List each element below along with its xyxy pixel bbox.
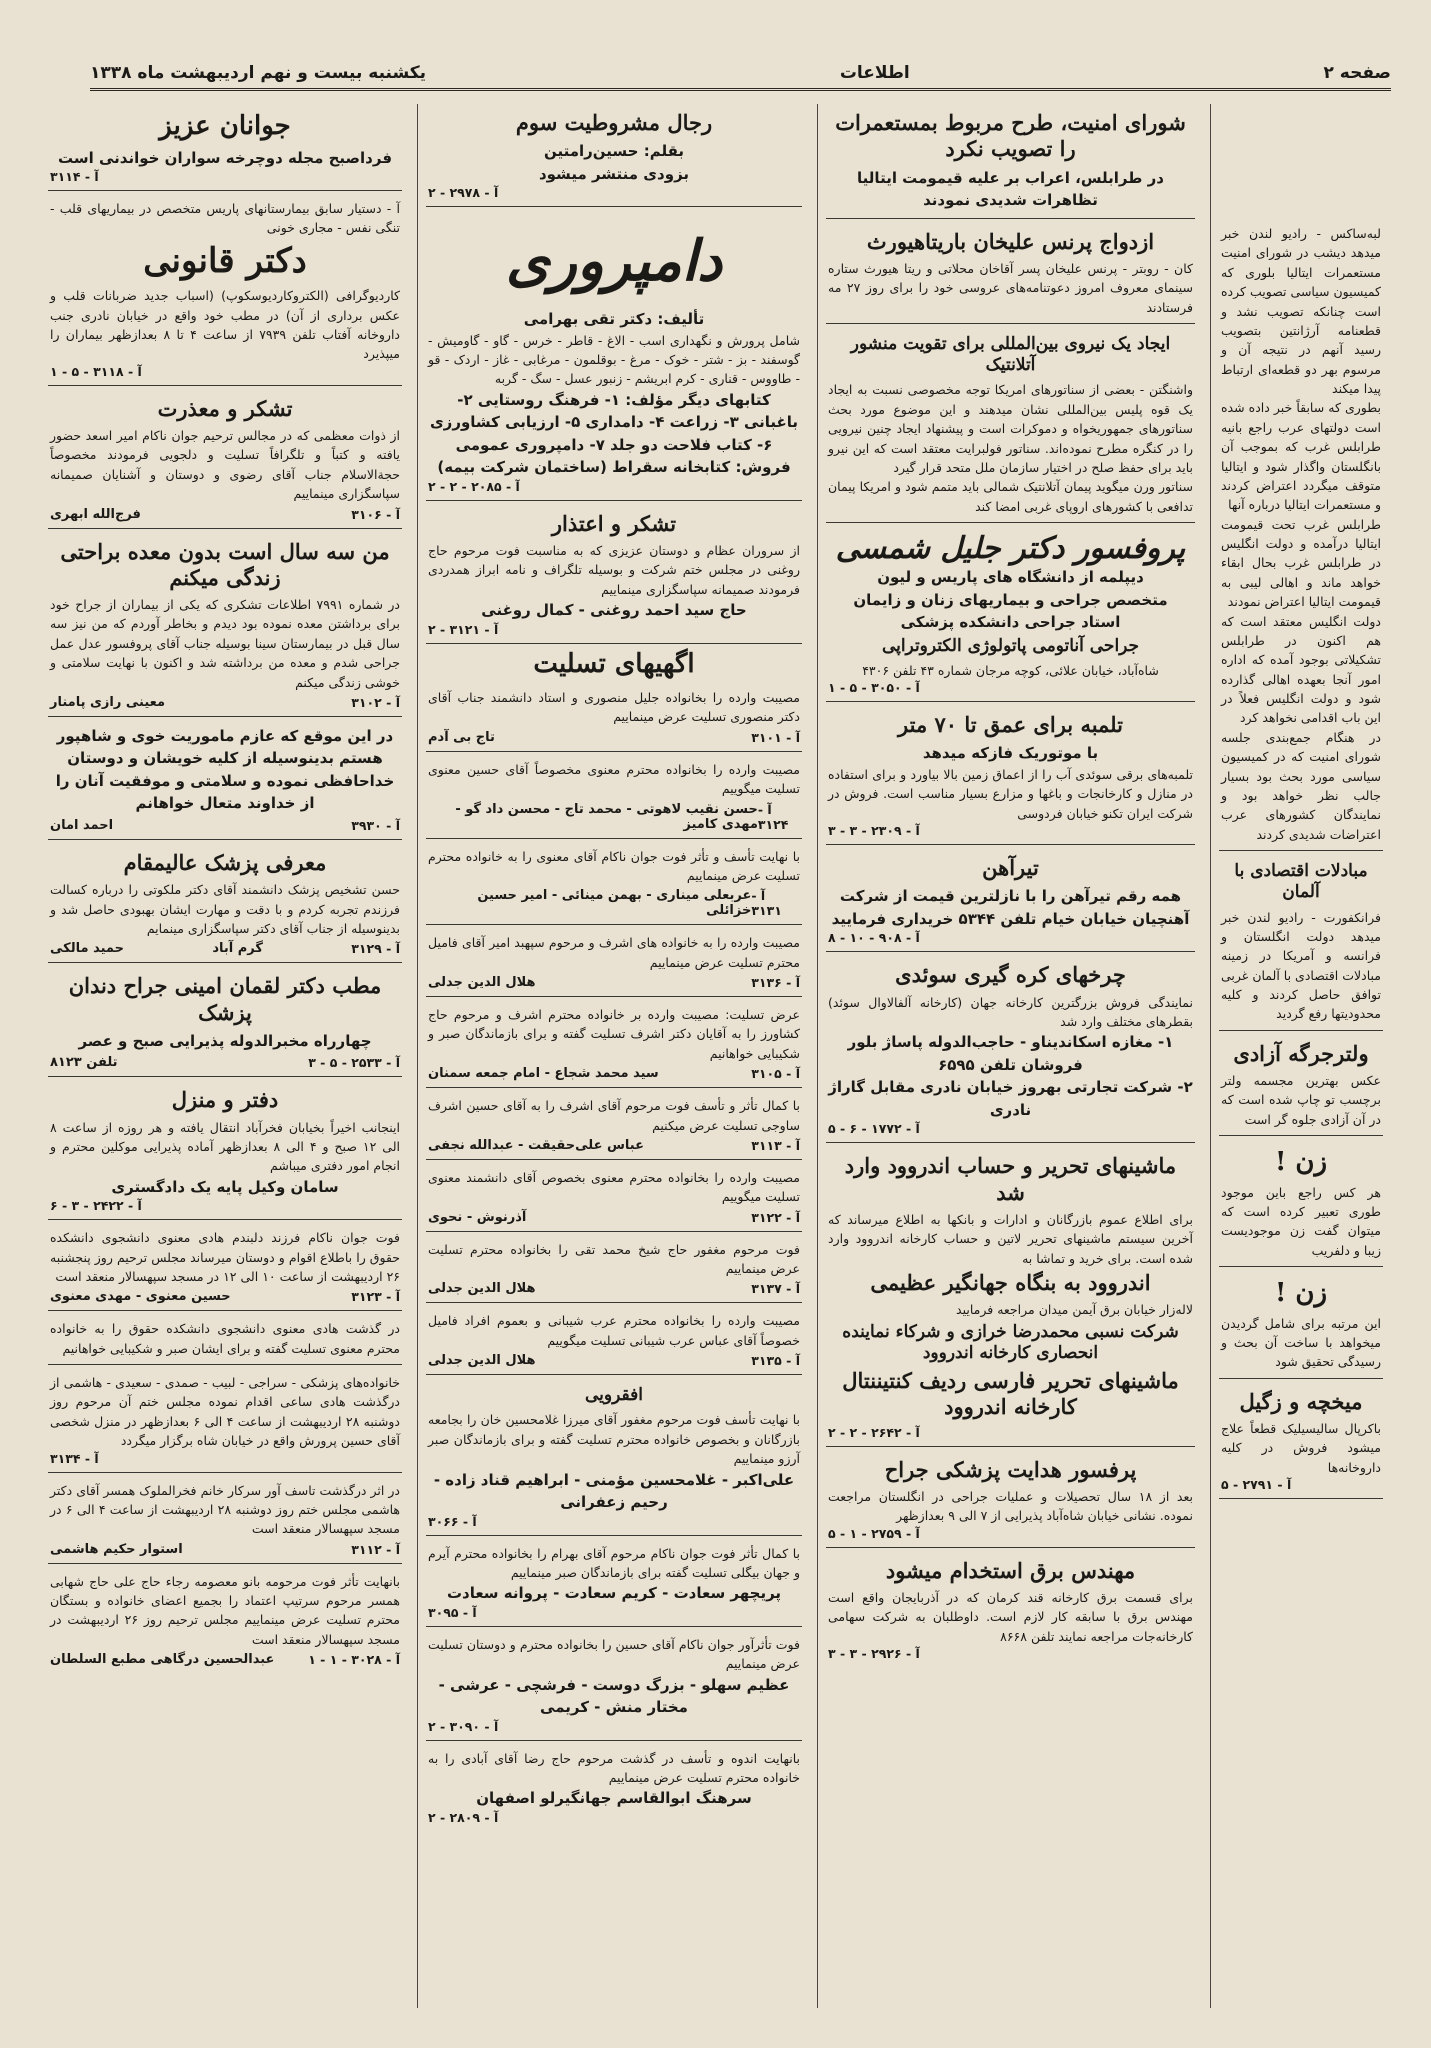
article-security-council: شورای امنیت، طرح مربوط بمستعمرات را تصویب نکرد در طرابلس، اعراب بر علیه قیمومت ایتالیا تظاهرات شدیدی نمودند [826,104,1195,219]
ad-animal-husbandry-book: دامپروری تألیف: دکتر تقی بهرامی شامل پرورش و نگهداری اسب - الاغ - قاطر - خرس - گاو - گاومیش - گوسفند - بز - شتر - خوک - مرغ - بوقلمون - مرغابی - غاز - اردک - قو - طاووس - قناری - کرم ابریشم - زنبور عسل - سگ - گربه کتابهای دیگر مؤلف: ۱- فرهنگ روستایی ۲- باغبانی ۳- زراعت ۴- دامداری ۵- ارزیابی کشاورزی ۶- کتاب فلاحت دو جلد ۷- دامپروری عمومی فروش: کتابخانه سقراط (ساختمان شرکت بیمه) آ - ۲۰۸۵ - ۲ - ۲ [426,211,802,500]
ad-voltaire: ولترجرگه آزادی عکس بهترین مجسمه ولتر برچسب تو چاپ شده است که در آن آزادی جلوه گر است [1219,1035,1383,1136]
ad-cycling-magazine: جوانان عزیز فرداصبح مجله دوچرخه سواران خواندنی است آ - ۳۱۱۴ [48,104,402,191]
article-economic-exchange: مبادلات اقتصادی با آلمان فرانکفورت - رادیو لندن خبر میدهد دولت انگلستان و فرانسه و آمریکا در زمینه مبادلات اقتصادی با آلمان غربی توافق حاصل کردند و کلیه محدودیتها رفع گردید [1219,855,1383,1031]
ad-office-home: دفتر و منزل اینجانب اخیراً بخیابان فخرآباد انتقال یافته و هر روزه از ساعت ۸ الی ۱۲ صبح و ۴ الی ۸ بعدازظهر آماده پذیرایی موکلین محترم و انجام امور دفتری میباشم سامان وکیل پایه یک دادگستری آ - ۲۴۲۲ - ۳ - ۶ [48,1081,402,1220]
condolence-notice: مصیبت وارده را به خانواده های اشرف و مرحوم سپهبد امیر آقای فامیل محترم تسلیت عرض مینماییم آ - ۳۱۳۶ هلال الدین جدلی [426,929,802,997]
notice-memorial: بانهایت تأثر فوت مرحومه بانو معصومه رجاء حاج علی حاج شهابی همسر مرحوم سرتیپ اعتماد را بجمیع اعضای خانواده و بستگان محترم تسلیت عرض مینماییم مجلس ترحیم روز ۲۶ اردیبهشت در مسجد سپهسالار منعقد است آ - ۳۰۲۸ - ۱ - ۱ عبدالحسین درگاهی مطبع السلطان [50,1573,400,1668]
ad-cream-separator: چرخهای کره گیری سوئدی نمایندگی فروش بزرگترین کارخانه جهان (کارخانه آلفالاوال سوئد) بقطرهای مختلف وارد شد ۱- مغازه اسکاندیناو - حاجب‌الدوله پاساژ بلور فروشان تلفن ۶۵۹۵ ۲- شرکت تجارتی بهروز خیابان نادری مقابل گاراژ نادری آ - ۱۷۷۲ - ۶ - ۵ [826,956,1195,1143]
issue-date: یکشنبه بیست و نهم اردیبهشت ماه ۱۳۳۸ [90,63,427,83]
column-2 [818,104,1203,2008]
column-3 [418,104,810,2008]
notice-memorial: در اثر درگذشت تاسف آور سرکار خانم فخرالملوک همسر آقای دکتر هاشمی مجلس ختم روز دوشنبه ۲۸ اردیبهشت از ساعت ۴ الی ۶ در مسجد سپهسالار منعقد است آ - ۳۱۱۲ استوار حکیم هاشمی [48,1477,402,1564]
notice-death: در گذشت هادی معنوی دانشجوی دانشکده حقوق را به خانواده محترم معنوی تسلیت گفته و برای ایشان صبر و شکیبایی خواهانیم [48,1315,402,1365]
ad-electrical-engineer: مهندس برق استخدام میشود برای قسمت برق کارخانه قند کرمان که در آذربایجان واقع است مهندس برق با سابقه کار لازم است. داوطلبان به شرکت سهامی کارخانه‌جات مراجعه نمایند تلفن ۸۶۶۸ آ - ۲۹۲۶ - ۳ - ۳ [828,1557,1193,1661]
ad-water-pump: تلمبه برای عمق تا ۷۰ متر با موتوریک فازکه میدهد تلمبه‌های برقی سوئدی آب را از اعماق زمین بالا بیاورد و برای استفاده در منازل و کارخانجات و باغها و مزارع بسیار مناسب است. فروش در شرکت ایران تکنو خیابان فردوسی آ - ۲۳۰۹ - ۳ - ۳ [826,706,1195,845]
ad-underwood-typewriters: ماشینهای تحریر و حساب اندروود وارد شد برای اطلاع عموم بازرگانان و ادارات و بانکها به اطلاع میرساند که آخرین سیستم ماشینهای تحریر لاتین و حساب کارخانه اندروود وارد شده است. برای خرید و تماشا به اندروود به بنگاه جهانگیر عظیمی لاله‌زار خیابان برق آیمن میدان مراجعه فرمایید شرکت نسبی محمدرضا خرازی و شرکاء نماینده انحصاری کارخانه اندروود ماشینهای تحریر فارسی ردیف کنتیننتال کارخانه اندروود آ - ۲۶۴۲ - ۲ - ۲ [826,1147,1195,1446]
ad-dentist-amini: مطب دکتر لقمان امینی جراح دندان پزشک چهارراه مخبرالدوله پذیرایی صبح و عصر آ - ۲۵۳۳ - ۵ - ۳ تلفن ۸۱۲۳ [48,967,402,1077]
condolence-section-title: اگهیهای تسلیت [533,648,695,679]
condolence-notice: با کمال تأثر فوت جوان ناکام مرحوم آقای بهرام را بخانواده محترم آیرم و جهان بیگلی تسلیت گفته برای بازماندگان صبر مینماییم پریچهر سعادت - کریم سعادت - پروانه سعادت آ - ۳۰۹۵ [426,1540,802,1627]
column-1 [1211,104,1391,2008]
column-4 [40,104,410,2008]
article-atlantic-force: ایجاد یک نیروی بین‌المللی برای تقویت منشور آتلانتیک واشنگتن - بعضی از سناتورهای امریکا توجه مخصوصی نسبت به ایجاد یک قوه پلیس بین‌المللی نشان میدهند و این موضوع مورد بحث سناتورهای جمهوریخواه و دموکرات است و پیشنهاد ایجاد چنین نیرویی را در کنگره مطرح نموده‌اند. سناتور فولبرایت معتقد است که این نیرو باید برای حفظ صلح در اختیار سازمان ملل متحد قرار گیرد سناتور ورن میگوید پیمان آتلانتیک شمالی باید متمم شود و امریکا پیمان تدافعی با کشورهای اروپای غربی امضا کند [826,328,1195,523]
condolence-notice: مصیبت وارده را بخانواده جلیل منصوری و استاد دانشمند جناب آقای دکتر منصوری تسلیت عرض مینماییم آ - ۳۱۰۱ تاج بی آدم [426,684,802,752]
page-number: صفحه ۲ [1323,63,1391,83]
condolence-notice: افقرویی با نهایت تأسف فوت مرحوم مغفور آقای میرزا غلامحسین خان را بجامعه بازرگانان و بخصوص خانواده محترم تسلیت گفته و برای بازماندگان صبر آرزو مینماییم علی‌اکبر - غلامحسین مؤمنی - ابراهیم قناد زاده - رحیم زعفرانی آ - ۳۰۶۶ [426,1379,802,1535]
article-woman-2: زن ! این مرتبه برای شامل گردیدن میخواهد با ساخت آن بحث و رسیدگی تحقیق شود [1219,1271,1383,1379]
ad-steel-beams: تیرآهن همه رقم تیرآهن را با نازلترین قیمت از شرکت آهنچیان خیابان خیام تلفن ۵۳۴۴ خریداری فرمایید آ - ۹۰۸ - ۱۰ - ۸ [826,849,1195,952]
notice-departure: در این موقع که عازم ماموریت خوی و شاهپور هستم بدینوسیله از کلیه خویشان و دوستان خداحافظی نموده و سلامتی و موفقیت آنان را از خداوند متعال خواهانم آ - ۳۹۳۰ احمد امان [48,721,402,840]
article-woman-1: زن ! هر کس راجع باین موجود طوری تعبیر کرده است که میتوان گفت زن موجودیست زیبا و دلفریب [1219,1140,1383,1267]
condolence-notice: مصیبت وارده را بخانواده محترم معنوی بخصوص آقای دانشمند معنوی تسلیت میگوییم آ - ۳۱۲۲ آذرنوش - نحوی [426,1164,802,1232]
article-without-stomach: من سه سال است بدون معده براحتی زندگی میکنم در شماره ۷۹۹۱ اطلاعات تشکری که یکی از بیماران از جراح خود برای برداشتن معده نموده بود دیدم و بخاطر آوردم که من نیز سه سال قبل در بیمارستان سینا بوسیله جناب آقای پروفسور عدل عمل جراحی شدم و معده من برداشته شد و اکنون با نهایت سلامتی و خوشی زندگی میکنم آ - ۳۱۰۲ معینی رازی پامنار [48,533,402,717]
ad-doctor-shamsi: پروفسور دکتر جلیل شمسی دیپلمه از دانشگاه های پاریس و لیون متخصص جراحی و بیماریهای زنان و زایمان استاد جراحی دانشکده پزشکی جراحی آناتومی پاتولوژی الکتروتراپی شاه‌آباد، خیابان علائی، کوچه مرجان شماره ۴۳ تلفن ۴۳۰۶ آ - ۳۰۵۰ - ۵ - ۱ [826,527,1195,702]
notice-thanks-apology: تشکر و معذرت از ذوات معظمی که در مجالس ترحیم جوان ناکام امیر اسعد حضور یافته و کتباً و تلگرافاً تسلیت و دلجویی فرمودند مخصوصاً حجةالاسلام جناب آقای رضوی و دوستان و آشنایان صمیمانه سپاسگزاری مینماییم آ - ۳۱۰۶ فرج‌الله ابهری [48,390,402,529]
article-security-council-continued: لبه‌ساکس - رادیو لندن خبر میدهد دیشب در شورای امنیت مستعمرات ایتالیا بلوری که کمیسیون سیاسی تصویب کرده است چنانکه تصویب نشد و قطعنامه آرژانتین بتصویب رسید آنهم در نتیجه آن و مرسوم بهر دو قطعه‌ای ارتباط پیدا میکند بطوری که سابقاً خبر داده شده است دولتهای عرب راجع بانیه طرابلس غرب که بموجب آن بانگلستان واگذار شود و ایتالیا متوقف میگردد اعتراض کردند و مستعمرات ایتالیا درباره آنها طرابلس غرب تحت قیمومت ایتالیا درآمده و دولت انگلیس در طرابلس غرب بحال ابقاء خواهد ماند و اهالی لیبی به قیمومت ایتالیا اعتراض نمودند دولت انگلیس معتقد است که هم اکنون در طرابلس تشکیلاتی بوجود آمده که اداره امور آنجا بعهده اهالی گذارده شود و دولت انگلیس فعلاً در این باب اقدامی نخواهد کرد در هنگام جمع‌بندی جلسه شورای امنیت که در کمیسیون سیاسی مورد بحث بود بسیار جالب نظر خواهد بود و نمایندگان کشورهای عرب اعتراضات شدیدی کردند [1219,104,1383,851]
article-prince-aly-khan: ازدواج پرنس علیخان باریتاهیورث کان - روبتر - پرنس علیخان پسر آقاخان محلاتی و ریتا هیورث ستاره سینمای معروف امروز دعوتنامه‌های عروسی خود را برای روز ۲۷ مه فرستادند [826,223,1195,324]
condolence-notice: با نهایت تأسف و تأثر فوت جوان ناکام آقای معنوی را به خانواده محترم تسلیت عرض مینماییم آ - ۳۱۳۱ عربعلی میناری - بهمن مینائی - امیر حسین خزائلی [426,843,802,926]
newspaper-name: اطلاعات [839,63,910,83]
condolence-notice: مصیبت وارده را بخانواده محترم معنوی مخصوصاً آقای حسین معنوی تسلیت میگوییم آ - ۳۱۲۴ حسن نقیب لاهوتی - محمد تاج - محسن داد گو - مهدی کامیز [426,756,802,839]
ad-professor-hedayat: پرفسور هدایت پزشکی جراح بعد از ۱۸ سال تحصیلات و عملیات جراحی در انگلستان مراجعت نموده. نشانی خیابان شاه‌آباد پذیرایی از ۷ الی ۹ بعدازظهر آ - ۲۷۵۹ - ۱ - ۵ [826,1451,1195,1548]
notice-family: خانواده‌های پزشکی - سراجی - لبیب - صمدی - سعیدی - هاشمی از درگذشت هادی ساعی اقدام نموده مجلس ختم آن مرحوم روز دوشنبه ۲۸ اردیبهشت از ساعت ۴ الی ۶ بعدازظهر در منزل شخصی آقای حسین پرورش واقع در خیابان شاه برگزار میگردد آ - ۳۱۳۴ [48,1369,402,1473]
condolence-notice: بانهایت اندوه و تأسف در گذشت مرحوم حاج رضا آقای آبادی را به خانواده محترم تسلیت عرض مینماییم سرهنگ ابوالقاسم جهانگیرلو اصفهان آ - ۲۸۰۹ - ۲ [428,1750,800,1825]
condolence-notice: فوت مرحوم مغفور حاج شیخ محمد تقی را بخانواده محترم تسلیت عرض مینماییم آ - ۳۱۳۷ هلال الدین جدلی [426,1236,802,1304]
masthead [90,58,1391,91]
condolence-notice: با کمال تأثر و تأسف فوت مرحوم آقای اشرف را به آقای حسین اشرف ساوجی تسلیت عرض میکنیم آ - ۳۱۱۳ عباس علی‌حقیقت - عبدالله نجفی [426,1092,802,1160]
condolence-notice: مصیبت وارده را بخانواده محترم عرب شیبانی و بعموم افراد فامیل خصوصاً آقای عباس عرب شیبانی تسلیت میگوییم آ - ۳۱۳۵ هلال الدین جدلی [426,1307,802,1375]
notice-death: فوت جوان ناکام فرزند دلبندم هادی معنوی دانشجوی دانشکده حقوق را باطلاع اقوام و دوستان میرساند مجلس ترحیم روز پنجشنبه ۲۶ اردیبهشت از ساعت ۱۰ الی ۱۲ در مسجد سپهسالار منعقد است آ - ۳۱۲۳ حسین معنوی - مهدی معنوی [48,1224,402,1311]
headline: شورای امنیت، طرح مربوط بمستعمرات را تصویب نکرد [835,110,1186,162]
condolence-notice: عرض تسلیت: مصیبت وارده بر خانواده محترم اشرف و مرحوم حاج کشاورز را به آقایان دکتر اشرف تسلیت گفته و برای بازماندگان صبر و شکیبایی خواهانیم آ - ۳۱۰۵ سید محمد شجاع - امام جمعه سمنان [426,1001,802,1088]
ad-doctor-ghanouni: آ - دستیار سابق بیمارستانهای پاریس متخصص در بیماریهای قلب - تنگی نفس - مجاری خونی دکتر قانونی کاردیوگرافی (الکتروکاردیوسکوپ) (اسباب جدید ضربانات قلب و عکس برداری از آن) در مطب خود واقع در خیابان نادری جنب داروخانه آفتاب تلفن ۷۹۳۹ از ساعت ۴ تا ۸ بعدازظهر بیماران را میپذیرد آ - ۳۱۱۸ - ۵ - ۱ [48,195,402,386]
condolence-notice: فوت تأثرآور جوان ناکام آقای حسین را بخانواده محترم و دوستان تسلیت عرض مینماییم عظیم سهلو - بزرگ دوست - فرشچی - عرشی - مختار منش - کریمی آ - ۳۰۹۰ - ۲ [426,1631,802,1741]
ad-wart-remedy: میخچه و زگیل باکرپال سالیسیلیک قطعاً علاج میشود فروش در کلیه داروخانه‌ها آ - ۲۷۹۱ - ۵ [1219,1383,1383,1499]
notice-physician-intro: معرفی پزشک عالیمقام حسن تشخیص پزشک دانشمند آقای دکتر ملکوتی را درباره کسالت فرزندم تجربه کردم و با دقت و مهارت ایشان بهبودی حاصل شد و بدینوسیله از جناب آقای دکتر سپاسگزاری مینمایم آ - ۳۱۲۹ گرم آباد حمید مالکی [48,844,402,963]
ad-constitution-book: رجال مشروطیت سوم بقلم: حسین‌رامتین بزودی منتشر میشود آ - ۲۹۷۸ - ۲ [426,104,802,207]
ad-thanks-apology: تشکر و اعتذار از سروران عظام و دوستان عزیزی که به مناسبت فوت مرحوم حاج روغنی در مجلس ختم شرکت و بوسیله تلگراف و نامه ابراز همدردی فرمودند صمیمانه سپاسگزاری مینماییم حاج سید احمد روغنی - کمال روغنی آ - ۳۱۲۱ - ۲ [426,505,802,644]
